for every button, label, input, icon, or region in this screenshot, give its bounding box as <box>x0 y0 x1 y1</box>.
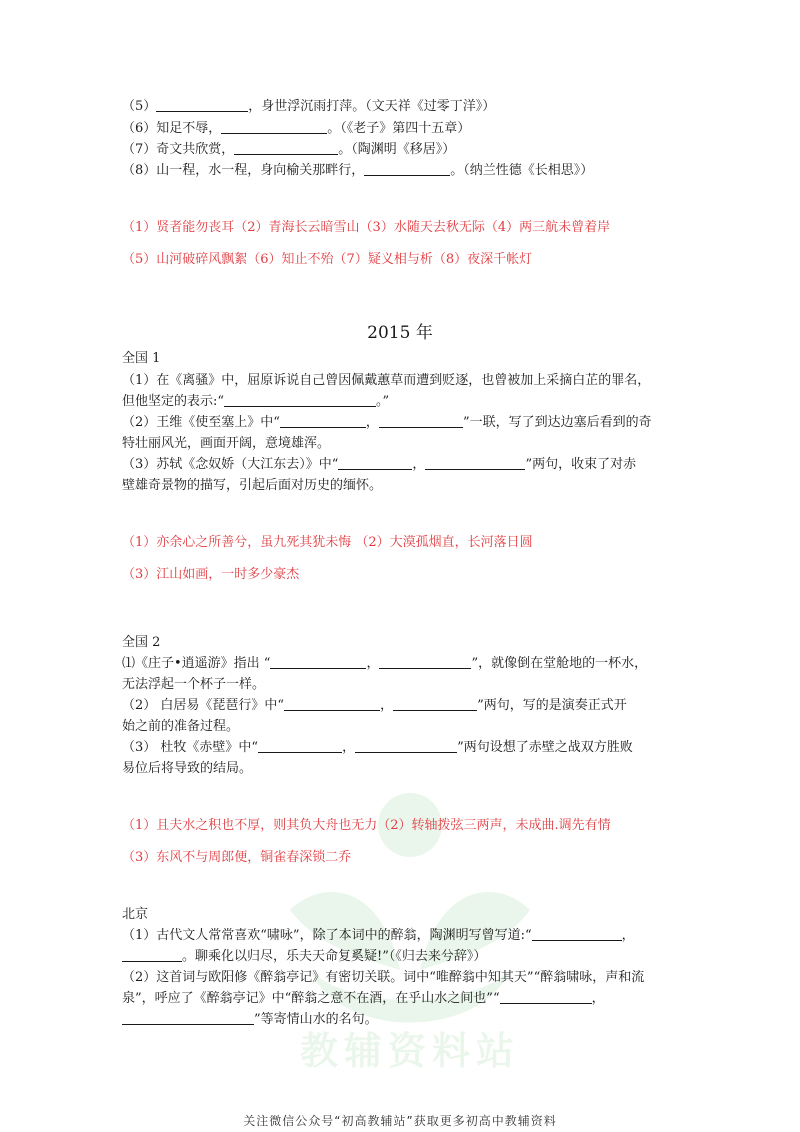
answer-blank[interactable] <box>379 656 471 669</box>
footer-promo-text: 关注微信公众号“初高教辅站”获取更多初高中教辅资料 <box>243 1114 557 1128</box>
question-5: （5） ，身世浮沉雨打萍。（文天祥《过零丁洋》） <box>122 99 496 114</box>
answer-blank[interactable] <box>532 928 622 941</box>
answer-line: （5）山河破碎风飘絮（6）知止不殆（7）疑义相与析（8）夜深千帐灯 <box>122 252 533 267</box>
question-3-line-1: （3）苏轼《念奴娇（大江东去）》中“ ， ”两句，收束了对赤 <box>122 457 637 472</box>
question-2-line-2: 特壮丽风光，画面开阔，意境雄浑。 <box>122 436 331 451</box>
answer-line: （3）东风不与周郎便，铜雀春深锁二乔 <box>122 850 352 865</box>
answer-blank[interactable] <box>425 457 525 470</box>
section-heading-quanguo-2: 全国 2 <box>122 635 161 650</box>
question-3-line-1: （3） 杜牧《赤壁》中“ ， ”两句设想了赤壁之战双方胜败 <box>122 740 633 755</box>
question-3-line-2: 易位后将导致的结局。 <box>122 761 253 776</box>
question-7: （7）奇文共欣赏， 。（陶渊明《移居》） <box>122 142 456 157</box>
answer-blank[interactable] <box>355 740 457 753</box>
answer-line: （1）贤者能勿丧耳（2）青海长云暗雪山（3）水随天去秋无际（4）两三航未曾着岸 <box>122 220 611 235</box>
question-1-line-2: 但他坚定的表示:“ 。” <box>122 394 390 409</box>
answer-line: （1）亦余心之所善兮，虽九死其犹未悔 （2）大漠孤烟直，长河落日圆 <box>122 535 533 550</box>
question-1-line-1: （1）古代文人常常喜欢“啸咏”，除了本词中的醉翁，陶渊明写曾写道:“ ， <box>122 928 635 943</box>
section-heading-beijing: 北京 <box>122 907 149 922</box>
answer-blank[interactable] <box>284 698 380 711</box>
question-2-line-3: ”等寄情山水的名句。 <box>122 1011 682 1029</box>
answer-blank[interactable] <box>379 415 463 428</box>
question-2-line-1: （2） 白居易《琵琶行》中“ ， ”两句，写的是演奏正式开 <box>122 698 627 713</box>
question-2-line-2: 泉”，呼应了《醉翁亭记》中“醉翁之意不在酒，在乎山水之间也”“ ， <box>122 991 605 1006</box>
answer-blank[interactable] <box>122 1012 254 1025</box>
answer-blank[interactable] <box>393 698 477 711</box>
question-1-line-1: （1）在《离骚》中，屈原诉说自己曾因佩戴蕙草而遭到贬逐，也曾被加上采摘白芷的罪名， <box>122 373 651 388</box>
answer-line: （3）江山如画，一时多少豪杰 <box>122 567 300 582</box>
question-2-line-1: （2）这首词与欧阳修《醉翁亭记》有密切关联。词中“唯醉翁中知其天”“醉翁啸咏，声和流 <box>122 970 645 985</box>
question-8: （8）山一程，水一程，身向榆关那畔行， 。（纳兰性德《长相思》） <box>122 163 594 178</box>
year-heading: 2015 年 <box>367 323 433 343</box>
answer-blank[interactable] <box>234 142 338 155</box>
answer-blank[interactable] <box>280 415 366 428</box>
question-1-line-2: 。聊乘化以归尽，乐夫天命复奚疑!”（《归去来兮辞》） <box>122 948 682 966</box>
question-6: （6）知足不辱， 。（《老子》第四十五章） <box>122 121 471 136</box>
answer-blank[interactable] <box>156 99 248 112</box>
answer-blank[interactable] <box>364 163 450 176</box>
answer-blank[interactable] <box>270 656 366 669</box>
watermark-text: 教辅资料站 <box>300 1029 521 1073</box>
answer-line: （1）且夫水之积也不厚，则其负大舟也无力（2）转轴拨弦三两声，未成曲.调先有情 <box>122 818 611 833</box>
question-1-line-2: 无法浮起一个杯子一样。 <box>122 677 266 692</box>
answer-blank[interactable] <box>258 740 342 753</box>
answer-blank[interactable] <box>122 949 182 962</box>
section-heading-quanguo-1: 全国 1 <box>122 351 161 366</box>
answer-blank[interactable] <box>224 394 376 407</box>
answer-blank[interactable] <box>338 457 412 470</box>
question-2-line-1: （2）王维《使至塞上》中“ ， ”一联，写了到达边塞后看到的奇 <box>122 415 652 430</box>
question-2-line-2: 始之前的准备过程。 <box>122 719 240 734</box>
answer-blank[interactable] <box>500 991 592 1004</box>
question-1-line-1: ⑴《庄子•逍遥游》指出 “ ， ”，就像倒在堂舱地的一杯水， <box>122 656 648 671</box>
question-3-line-2: 壁雄奇景物的描写，引起后面对历史的缅怀。 <box>122 478 383 493</box>
answer-blank[interactable] <box>221 121 327 134</box>
